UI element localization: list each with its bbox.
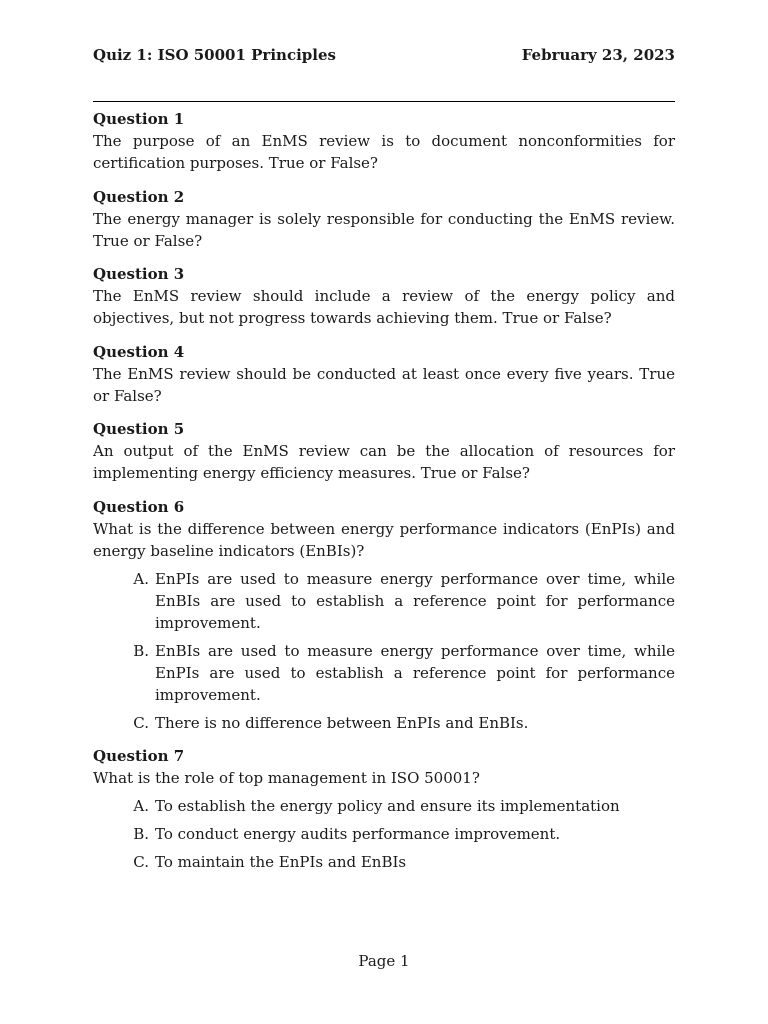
answer-option-a [93, 795, 675, 817]
answer-option-b [93, 823, 675, 845]
option-text: EnBIs are used to measure energy performance over time, while EnPIs are used to establish a reference point for performance improvement. [155, 641, 675, 704]
question-3 [93, 263, 675, 329]
option-letter: C. [133, 713, 149, 732]
question-text: What is the difference between energy performance indicators (EnPIs) and energy baseline indicators (EnBIs)? [93, 519, 675, 560]
option-text: To conduct energy audits performance improvement. [155, 825, 561, 843]
question-7 [93, 745, 675, 873]
answer-option-b [93, 640, 675, 706]
option-letter: A. [133, 797, 149, 815]
question-text: What is the role of top management in ISO 50001? [93, 769, 480, 787]
question-4 [93, 341, 675, 407]
question-title: Question 3 [93, 265, 185, 283]
quiz-date: February 23, 2023 [521, 46, 675, 64]
answer-option-a [93, 568, 675, 634]
question-text: The purpose of an EnMS review is to document nonconformities for certification purposes. True or False? [93, 132, 675, 172]
question-title: Question 2 [93, 187, 185, 206]
question-title: Question 1 [93, 110, 185, 128]
question-title: Question 6 [93, 497, 185, 516]
questions-list [93, 108, 675, 885]
question-title: Question 4 [93, 342, 185, 361]
answer-option-c [93, 712, 675, 734]
page-header [93, 46, 675, 70]
option-text: To maintain the EnPIs and EnBIs [155, 853, 407, 871]
question-2 [93, 186, 675, 252]
quiz-title: Quiz 1: ISO 50001 Principles [93, 46, 336, 64]
answer-option-c [93, 851, 675, 873]
question-title: Question 5 [93, 420, 185, 438]
answer-options [93, 568, 675, 734]
option-text: EnPIs are used to measure energy performance over time, while EnBIs are used to establish a reference point for performance improvement. [155, 569, 675, 632]
question-text: An output of the EnMS review can be the allocation of resources for implementing energy efficiency measures. True or False? [93, 442, 675, 482]
question-text: The EnMS review should be conducted at least once every five years. True or False? [93, 364, 675, 405]
question-6 [93, 496, 675, 734]
page-number: Page 1 [358, 952, 410, 970]
option-text: There is no difference between EnPIs and EnBIs. [155, 713, 529, 732]
question-title: Question 7 [93, 747, 185, 765]
question-text: The energy manager is solely responsible for conducting the EnMS review. True or False? [93, 209, 675, 250]
option-letter: A. [133, 569, 149, 588]
option-letter: B. [133, 641, 149, 660]
option-text: To establish the energy policy and ensure its implementation [155, 797, 620, 815]
question-text: The EnMS review should include a review of the energy policy and objectives, but not progress towards achieving them. True or False? [93, 287, 675, 327]
option-letter: B. [133, 825, 149, 843]
header-divider [93, 101, 675, 102]
question-1 [93, 108, 675, 174]
question-5 [93, 418, 675, 484]
option-letter: C. [133, 853, 149, 871]
answer-options [93, 795, 675, 873]
